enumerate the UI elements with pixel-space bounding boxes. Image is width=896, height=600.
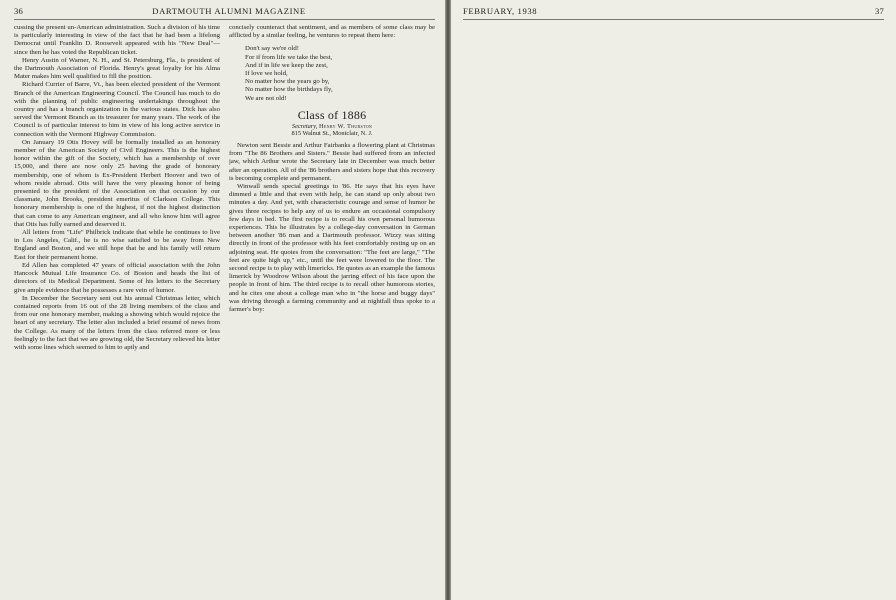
paragraph: Winwall sends special greetings to '86. He says that his eyes have dimmed a little and that even with help, he can stand up only about two minutes a day. And yet, with characteristic courage and sense of humor he gives three recipes to help any of us to endure an occasional compulsory few days in bed. The first recipe is to recall his own personal humorous experiences. This he illustrates by a college-day conversation in German between another '86 man and a Dartmouth professor. Wizzy was sitting directly in front of the professor with his feet comfortably resting up on an adjoining seat. He quotes from the conversation: "The feet are large," "The feet are quite high up," etc., until the feet were lowered to the floor. The second recipe is to play with limericks. He quotes as an example the famous limerick by Woodrow Wilson about the jarring effect of his face upon the people in front of him. The third recipe is to recall other humorous stories, and he cites one about a college man who in "the horse and buggy days" was driving through a farming community and at nightfall thus spoke to a farmer's boy:: [229, 183, 435, 314]
verse-line: No matter how the birthdays fly,: [245, 86, 333, 94]
page-header: [14, 6, 435, 20]
paragraph: Richard Currier of Barre, Vt., has been elected president of the Vermont Branch of the American Engineering Council. The Council has much to do with the planning of public engineering undertakings throughout the country and has a branch organization in the various states. Dick has also served the Vermont Branch as its treasurer for many years. The work of the Council is of particular interest to him in view of his long active service in connection with the Vermont Highway Commission.: [14, 81, 220, 138]
column-1: [14, 24, 220, 600]
page-header: [463, 6, 884, 20]
class-heading: Class of 1886: [297, 107, 367, 122]
verse-line: We are not old!: [245, 94, 287, 102]
paragraph: Newton sent Bessie and Arthur Fairbanks a flowering plant at Christmas from "The 86 Brothers and Sisters." Bessie had suffered from an infected jaw, which Arthur wrote the Secretary late in December was much better after an operation. All of the '86 brothers and sisters hope that this recovery is becoming complete and permanent.: [229, 142, 435, 182]
page-number: 37: [875, 6, 884, 16]
column-1: [463, 24, 669, 600]
left-page: [0, 0, 445, 600]
verse-line: And if in life we keep the zest,: [245, 61, 328, 69]
column-2: [678, 24, 884, 600]
verse-line: If love we hold,: [245, 70, 288, 78]
paragraph: Ed Allen has completed 47 years of official association with the John Hancock Mutual Life Insurance Co. of Boston and heads the list of directors of its Medical Department. Some of his letters to the Secretary give ample evidence that he possesses a rare vein of humor.: [14, 261, 220, 294]
page-number: 36: [14, 6, 23, 16]
right-page: [451, 0, 896, 600]
paragraph: In December the Secretary sent out his annual Christmas letter, which contained reports from 16 out of the 28 living members of the class and from our one honorary member, making a showing which would rejoice the heart of any secretary. The letter also included a brief resumé of news from the College. As many of the letters from the class referred more or less feelingly to the fact that we are growing old, the Secretary relieved his letter with some lines which seemed to him to aptly and: [14, 294, 220, 351]
column-2: [229, 24, 435, 600]
verse-line: For if from life we take the best,: [245, 53, 333, 61]
paragraph: All letters from "Life" Philbrick indicate that while he continues to live in Los Angeles, Calif., he is no wise satisfied to be away from New England and Boston, and we still hope that he and his family will return East for their permanent home.: [14, 229, 220, 261]
running-title: FEBRUARY, 1938: [463, 6, 538, 16]
paragraph: cussing the present un-American administration. Such a division of his time is particularly interesting in view of the fact that he had been a lifelong Democrat until Franklin D. Roosevelt appeared with his "New Deal"—since then he has voted the Republican ticket.: [14, 24, 220, 56]
verse-line: No matter how the years go by,: [245, 78, 330, 86]
paragraph: Henry Austin of Warner, N. H., and St. Petersburg, Fla., is president of the Dartmouth Association of Florida. Henry's great loyalty for his Alma Mater makes him well qualified to fill the position.: [14, 56, 220, 81]
verse-line: Don't say we're old!: [245, 45, 299, 53]
paragraph: On January 19 Otis Hovey will be formally installed as an honorary member of the American Society of Civil Engineers. This is the highest honor within the gift of the Society, which has a membership of over 15,000, and there are now only 25 having the grade of honorary membership, one of whom is Ex-President Herbert Hoover and two of whom reside abroad. Otis will have the very pleasing honor of being presented to the president of the Association on that occasion by our classmate, John Brooks, president emeritus of Clarkson College. This honorary membership is one of the highest, if not the highest distinction that can come to any American engineer, and all who know him will agree that Otis has fully earned and deserved it.: [14, 138, 220, 228]
running-title: DARTMOUTH ALUMNI MAGAZINE: [152, 6, 306, 16]
paragraph: concisely counteract that sentiment, and as members of some class may be afflicted by a similar feeling, he ventures to repeat them here:: [229, 24, 435, 40]
class-secretary: Secretary, Henry W. Thurston 815 Walnut St., Montclair, N. J.: [291, 122, 373, 138]
